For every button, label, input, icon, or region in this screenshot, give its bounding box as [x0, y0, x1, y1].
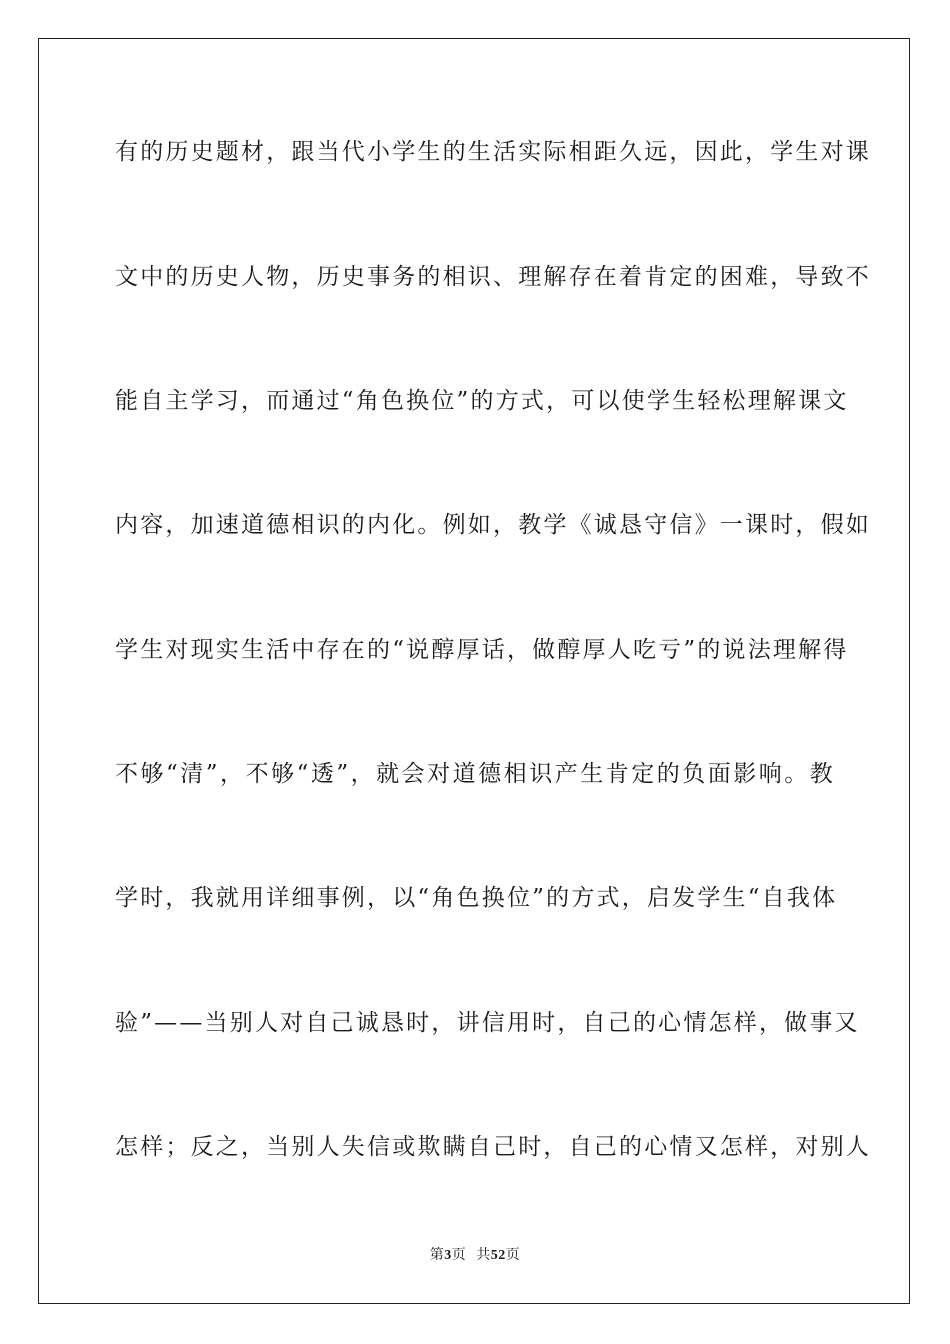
- text-line: 能自主学习，而通过“角色换位”的方式，可以使学生轻松理解课文: [115, 388, 849, 414]
- text-line: 不够“清”，不够“透”，就会对道德相识产生肯定的负面影响。教: [115, 761, 835, 787]
- total-pages: 52: [490, 1248, 506, 1263]
- total-prefix: 共: [476, 1247, 491, 1263]
- page-border: [38, 38, 910, 1304]
- page-prefix: 第: [429, 1247, 445, 1263]
- page-number: 3: [444, 1248, 452, 1263]
- text-line: 学时，我就用详细事例，以“角色换位”的方式，启发学生“自我体: [115, 885, 838, 911]
- page-suffix: 页: [451, 1247, 467, 1263]
- text-line: 验”——当别人对自己诚恳时，讲信用时，自己的心情怎样，做事又: [115, 1010, 860, 1036]
- total-suffix: 页: [505, 1247, 521, 1263]
- page-footer: [0, 1244, 950, 1264]
- text-line: 文中的历史人物，历史事务的相识、理解存在着肯定的困难，导致不: [115, 264, 871, 290]
- text-line: 内容，加速道德相识的内化。例如，教学《诚恳守信》一课时，假如: [115, 512, 871, 538]
- text-line: 怎样；反之，当别人失信或欺瞒自己时，自己的心情又怎样，对别人: [115, 1134, 871, 1160]
- text-line: 学生对现实生活中存在的“说醇厚话，做醇厚人吃亏”的说法理解得: [115, 637, 849, 663]
- text-line: 有的历史题材，跟当代小学生的生活实际相距久远，因此，学生对课: [115, 139, 871, 165]
